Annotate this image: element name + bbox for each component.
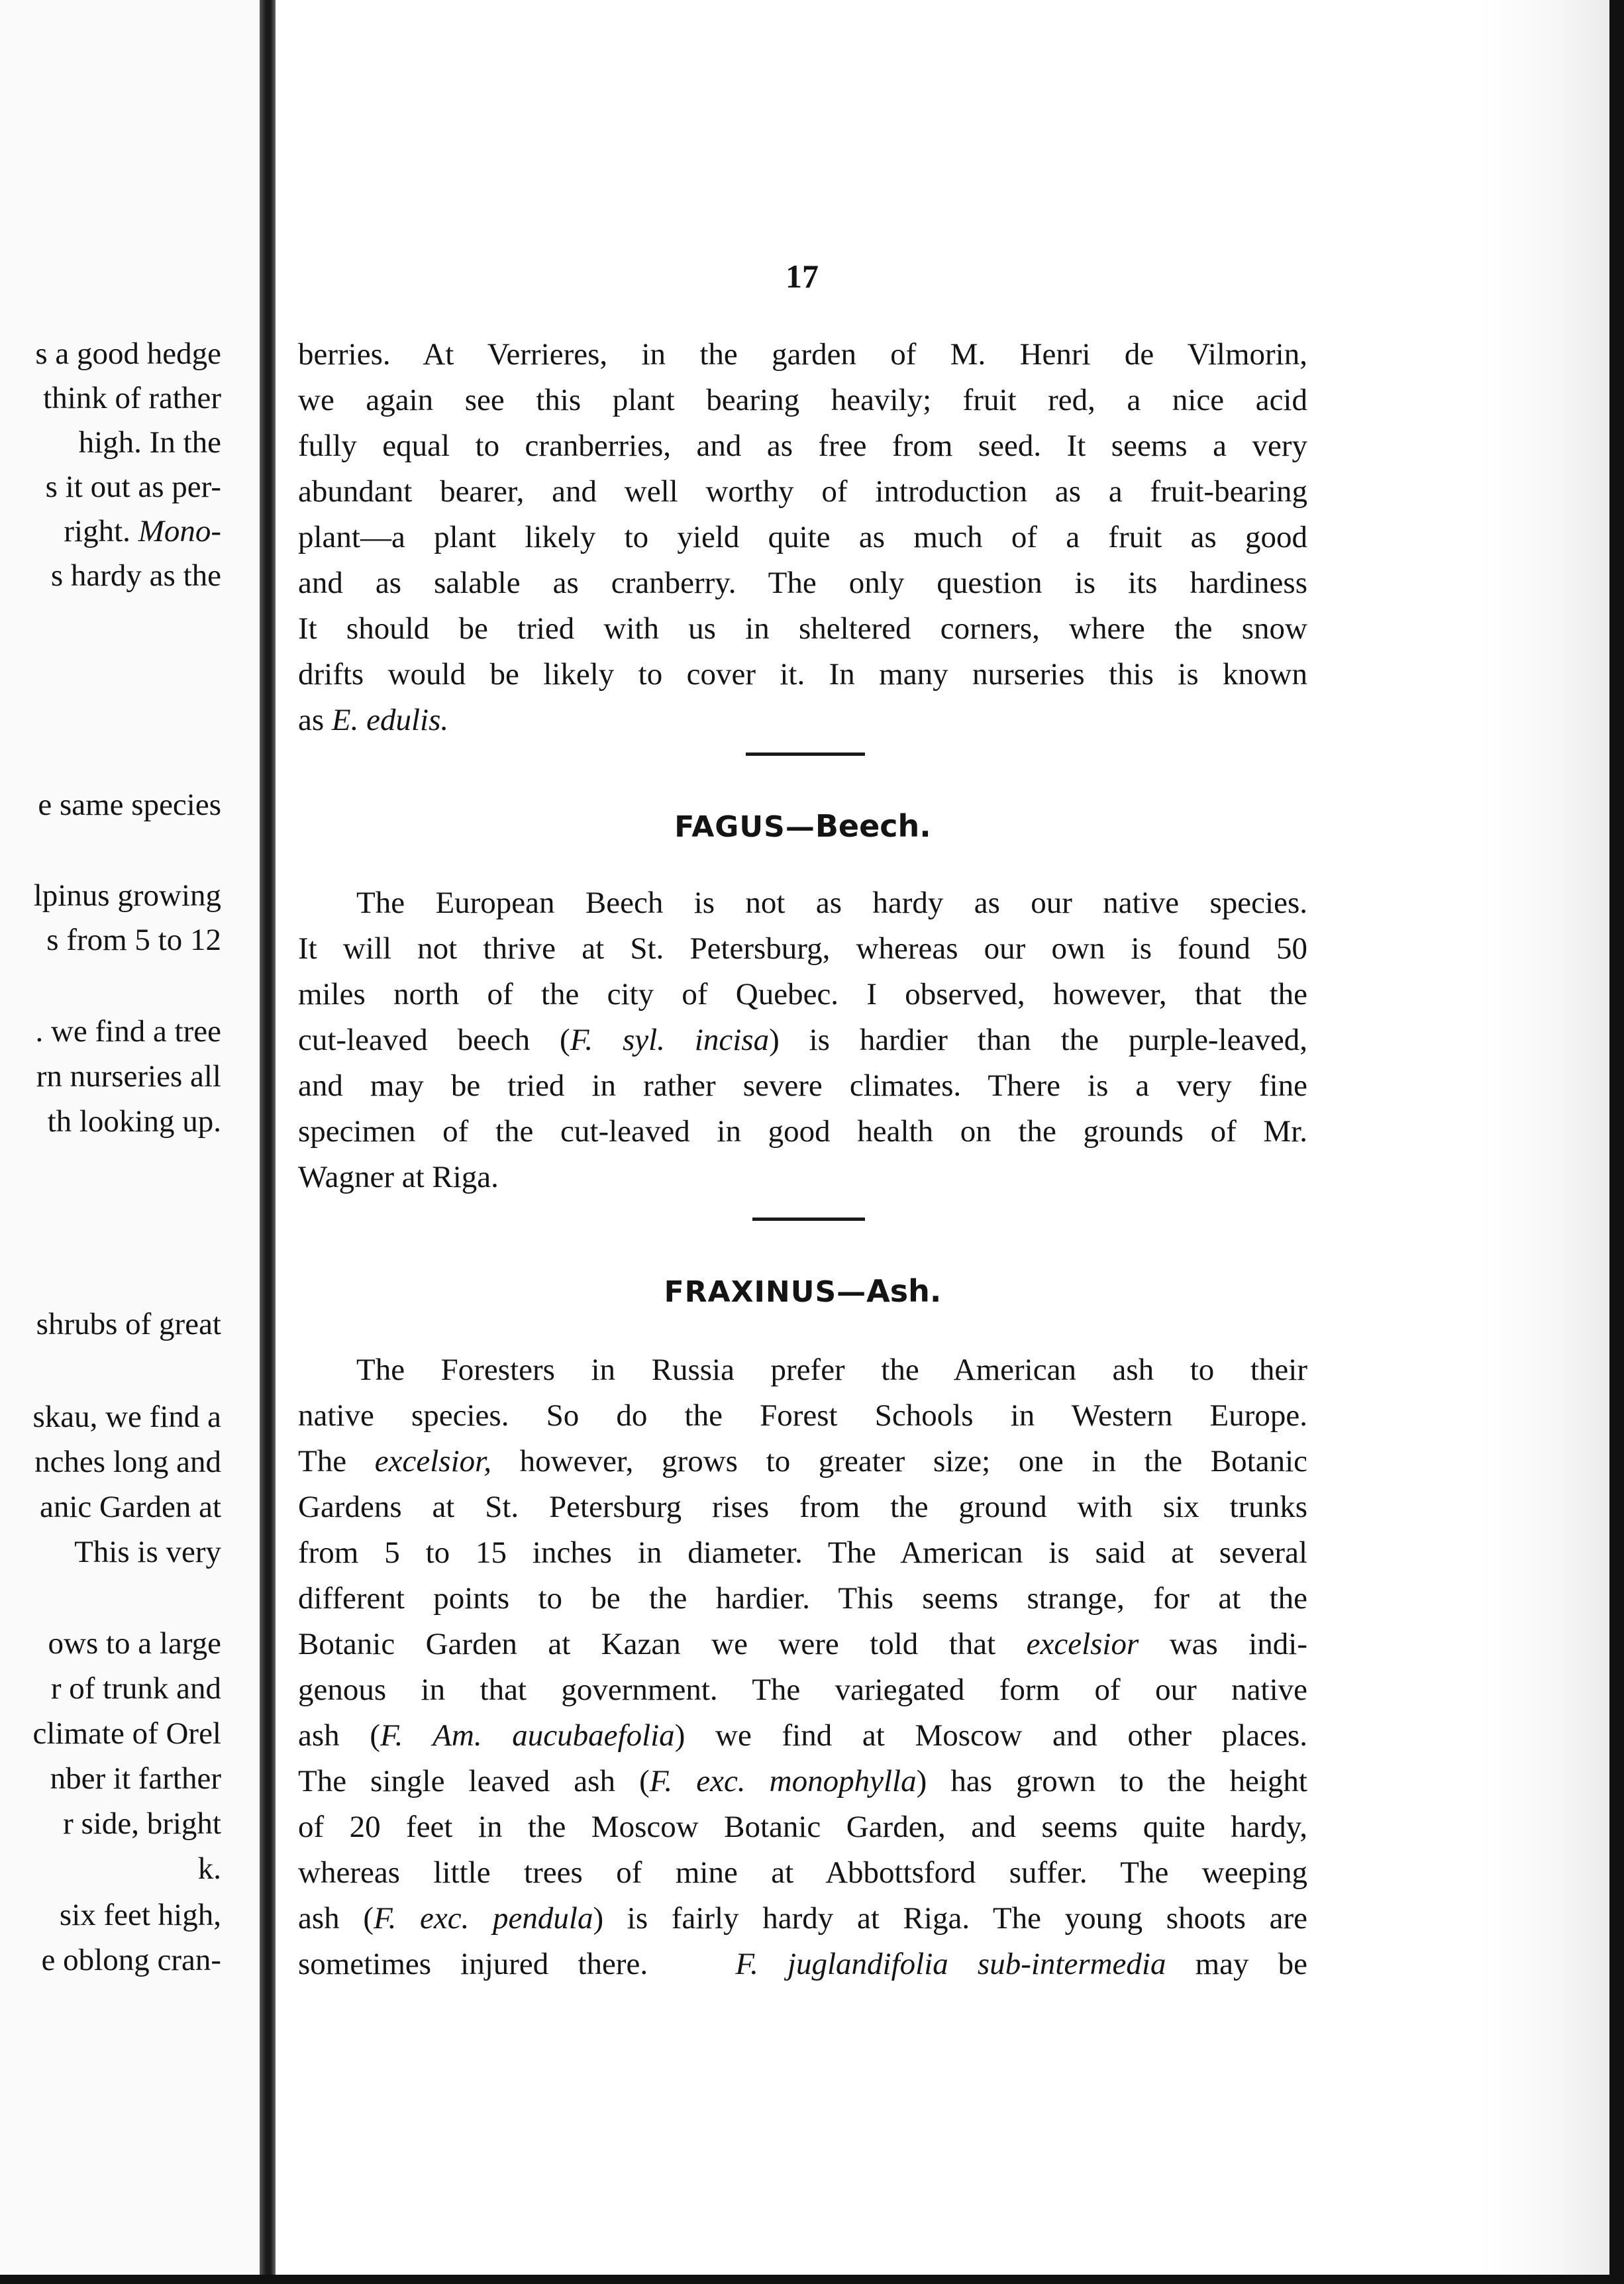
text-run: ash (	[298, 1718, 380, 1753]
italic-name: F. juglandifolia sub-intermedia	[735, 1947, 1166, 1981]
text-line: miles north of the city of Quebec. I observed, however, that the	[298, 977, 1307, 1012]
italic-name: Mono-	[138, 514, 221, 548]
page-number: 17	[786, 258, 819, 295]
text-line	[298, 1942, 1307, 1987]
text-run: The	[298, 1444, 375, 1479]
left-line: r of trunk and	[50, 1671, 221, 1706]
text-line: different points to be the hardier. This seems strange, for at the	[298, 1581, 1307, 1616]
page-edge-shadow	[1477, 0, 1609, 2275]
text-run: however, grows to greater size; one in the Botanic	[491, 1444, 1307, 1479]
italic-name: F. Am. aucubaefolia	[380, 1718, 675, 1753]
text-run: as	[298, 703, 332, 737]
italic-name: F. exc. pendula	[373, 1901, 593, 1936]
text-run: Botanic Garden at Kazan we were told that	[298, 1627, 1027, 1661]
text-line	[298, 1622, 1307, 1667]
text-line: drifts would be likely to cover it. In many nurseries this is known	[298, 657, 1307, 692]
italic-name: F. syl. incisa	[570, 1023, 770, 1057]
text-run: ) we find at Moscow and other places.	[674, 1718, 1307, 1753]
heading-title: FRAXINUS	[664, 1275, 837, 1309]
left-line: s a good hedge	[35, 337, 221, 371]
left-line: high. In the	[78, 425, 221, 460]
text-line: Wagner at Riga.	[298, 1160, 499, 1194]
text-line	[298, 1759, 1307, 1804]
left-line: r side, bright	[63, 1806, 221, 1841]
text-line: abundant bearer, and well worthy of introduction as a fruit-bearing	[298, 474, 1307, 509]
text-line: It will not thrive at St. Petersburg, whereas our own is found 50	[298, 931, 1307, 966]
text-line	[298, 1017, 1307, 1063]
text-line: It should be tried with us in sheltered corners, where the snow	[298, 611, 1307, 646]
text-line: The Foresters in Russia prefer the American ash to their	[356, 1353, 1307, 1387]
text-line: genous in that government. The variegated form of our native	[298, 1673, 1307, 1707]
text-line: berries. At Verrieres, in the garden of M. Henri de Vilmorin,	[298, 337, 1307, 372]
left-line-text: right. Mono-	[64, 514, 221, 548]
text-line: plant—a plant likely to yield quite as much of a fruit as good	[298, 520, 1307, 554]
section-heading-fraxinus: FRAXINUS—Ash.	[664, 1273, 942, 1309]
left-line: e same species	[38, 788, 221, 822]
italic-name: E. edulis.	[331, 703, 449, 737]
left-line: nches long and	[34, 1445, 221, 1479]
text-line	[298, 1896, 1307, 1942]
section-divider	[746, 753, 865, 756]
left-line: six feet high,	[59, 1898, 221, 1932]
text-run: ) is fairly hardy at Riga. The young shoots are	[593, 1901, 1307, 1936]
text-run: sometimes injured there.	[298, 1947, 736, 1981]
left-line: s hardy as the	[50, 558, 221, 593]
left-line	[64, 513, 221, 549]
text-run: may be	[1166, 1947, 1307, 1981]
left-line: k.	[197, 1851, 221, 1886]
text-run: ) has grown to the height	[916, 1764, 1307, 1798]
left-line: s from 5 to 12	[46, 923, 221, 957]
left-line: climate of Orel	[32, 1716, 221, 1751]
left-line: This is very	[74, 1535, 221, 1569]
text-line: and may be tried in rather severe climates. There is a very fine	[298, 1068, 1307, 1103]
left-line: ows to a large	[48, 1626, 221, 1661]
text-line	[298, 1713, 1307, 1759]
left-line: . we find a tree	[35, 1014, 221, 1049]
left-line: lpinus growing	[33, 878, 221, 913]
text-line: of 20 feet in the Moscow Botanic Garden, and seems quite hardy,	[298, 1810, 1307, 1844]
heading-subtitle: Ash.	[866, 1273, 942, 1309]
left-line: think of rather	[43, 381, 221, 415]
text-run: ash (	[298, 1901, 374, 1936]
scan-border-bottom	[0, 2275, 1624, 2284]
text-line: The European Beech is not as hardy as our native species.	[356, 886, 1307, 920]
text-line: fully equal to cranberries, and as free from seed. It seems a very	[298, 429, 1307, 463]
text-run: ) is hardier than the purple-leaved,	[769, 1023, 1307, 1057]
text-line: from 5 to 15 inches in diameter. The American is said at several	[298, 1535, 1307, 1570]
section-heading-fagus: FAGUS—Beech.	[674, 808, 931, 844]
text-line	[298, 1439, 1307, 1484]
italic-name: excelsior	[1026, 1627, 1139, 1661]
text-run: cut-leaved beech (	[298, 1023, 570, 1057]
text-line: Gardens at St. Petersburg rises from the ground with six trunks	[298, 1490, 1307, 1524]
left-line: nber it farther	[50, 1761, 221, 1796]
left-line: shrubs of great	[36, 1307, 221, 1341]
book-gutter	[260, 0, 276, 2284]
text-run: was indi-	[1139, 1627, 1307, 1661]
left-line: e oblong cran-	[41, 1943, 221, 1977]
text-line: specimen of the cut-leaved in good health on the grounds of Mr.	[298, 1114, 1307, 1149]
text-line: we again see this plant bearing heavily; fruit red, a nice acid	[298, 383, 1307, 417]
left-line: skau, we find a	[32, 1400, 221, 1434]
left-line: th looking up.	[47, 1104, 221, 1139]
text-line: and as salable as cranberry. The only question is its hardiness	[298, 566, 1307, 600]
left-page-fragment	[0, 0, 260, 2284]
text-line	[298, 698, 1307, 743]
italic-name: F. exc. monophylla	[649, 1764, 917, 1798]
left-line: s it out as per-	[45, 470, 221, 504]
italic-name: excelsior,	[374, 1444, 491, 1479]
scan-border-right	[1609, 0, 1624, 2284]
fagus-paragraph	[298, 880, 1307, 1200]
text-line: whereas little trees of mine at Abbottsford suffer. The weeping	[298, 1855, 1307, 1890]
section-divider	[752, 1218, 865, 1221]
intro-paragraph	[298, 332, 1307, 743]
heading-title: FAGUS	[674, 810, 786, 844]
text-run: The single leaved ash (	[298, 1764, 650, 1798]
text-line: native species. So do the Forest Schools in Western Europe.	[298, 1398, 1307, 1433]
heading-subtitle: Beech.	[815, 808, 931, 844]
left-line: anic Garden at	[39, 1490, 221, 1524]
left-line: rn nurseries all	[36, 1059, 221, 1094]
fraxinus-paragraph	[298, 1347, 1307, 1987]
